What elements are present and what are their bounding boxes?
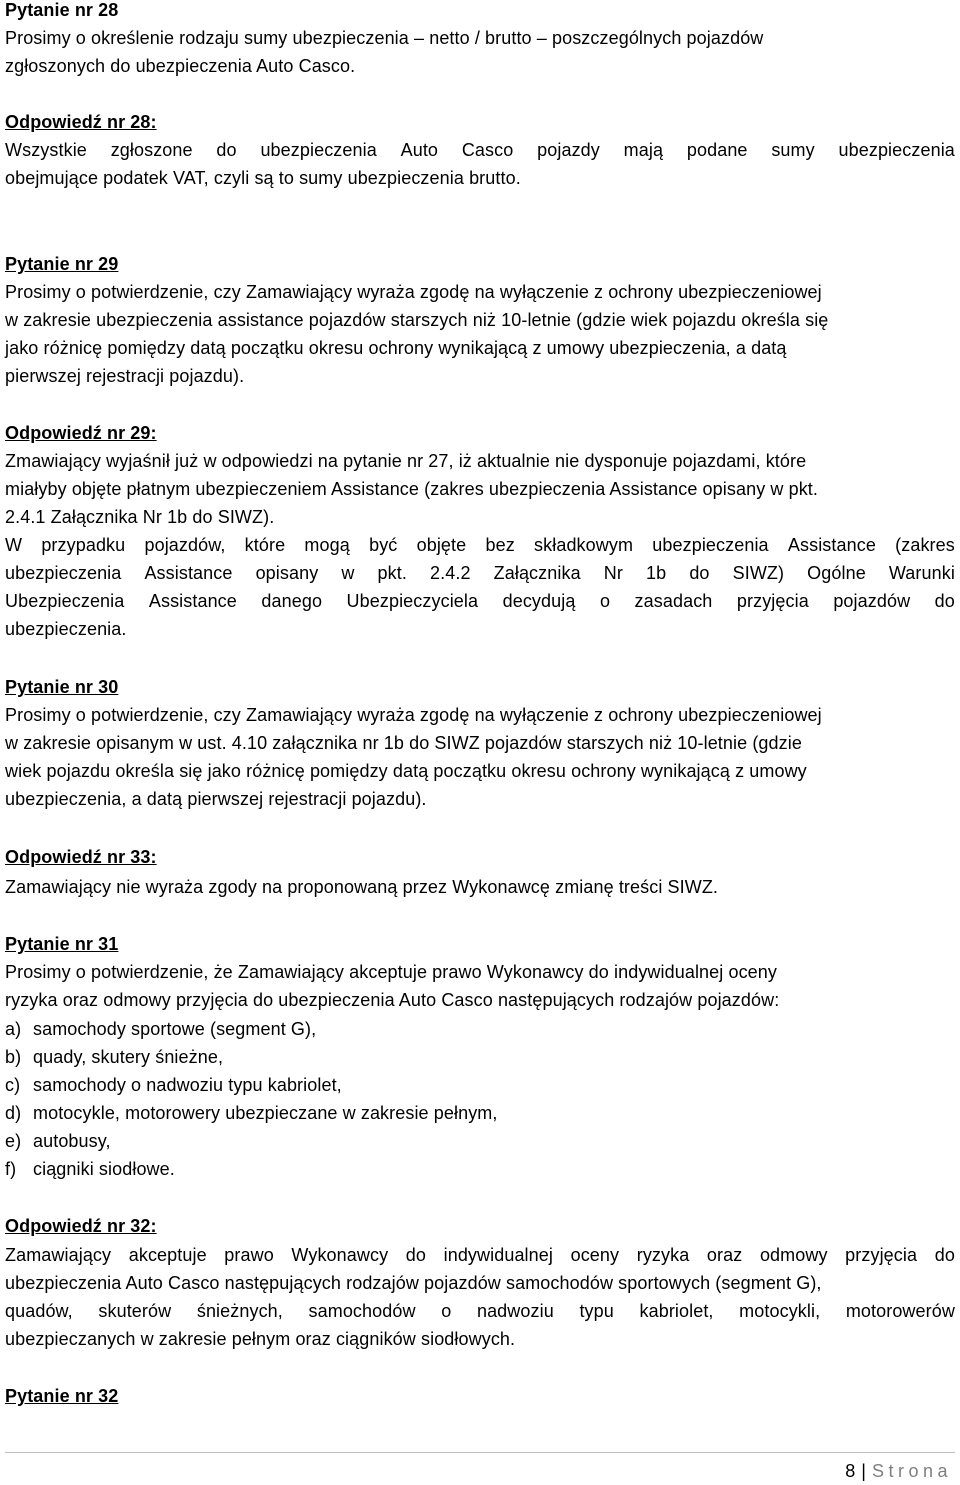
- answer-32-line-3: quadów, skuterów śnieżnych, samochodów o nadwoziu typu kabriolet, motocykli, motorowerów: [5, 1301, 955, 1321]
- list-text: samochody sportowe (segment G),: [33, 1019, 317, 1039]
- question-28-line-1: Prosimy o określenie rodzaju sumy ubezpieczenia – netto / brutto – poszczególnych pojazdów: [5, 28, 764, 48]
- answer-29-line-1: Zmawiający wyjaśnił już w odpowiedzi na pytanie nr 27, iż aktualnie nie dysponuje pojazdami, które: [5, 451, 807, 471]
- question-31-line-1: Prosimy o potwierdzenie, że Zamawiający akceptuje prawo Wykonawcy do indywidualnej oceny: [5, 962, 777, 982]
- question-30-line-1: Prosimy o potwierdzenie, czy Zamawiający wyraża zgodę na wyłączenie z ochrony ubezpieczeniowej: [5, 705, 822, 725]
- footer-separator: |: [861, 1461, 866, 1481]
- list-item: [5, 1071, 342, 1099]
- question-31-line-2: ryzyka oraz odmowy przyjęcia do ubezpieczenia Auto Casco następujących rodzajów pojazdów:: [5, 990, 780, 1010]
- answer-29-line-5: ubezpieczenia Assistance opisany w pkt. 2.4.2 Załącznika Nr 1b do SIWZ) Ogólne Warunki: [5, 563, 955, 583]
- list-marker: e): [5, 1131, 22, 1151]
- page-footer: [845, 1457, 952, 1485]
- question-29-line-2: w zakresie ubezpieczenia assistance pojazdów starszych niż 10-letnie (gdzie wiek pojazdu określa się: [5, 310, 829, 330]
- answer-29-line-7: ubezpieczenia.: [5, 619, 127, 639]
- list-marker: c): [5, 1075, 21, 1095]
- footer-divider: [5, 1452, 955, 1453]
- answer-32-title: Odpowiedź nr 32:: [5, 1216, 157, 1236]
- question-30-line-4: ubezpieczenia, a datą pierwszej rejestracji pojazdu).: [5, 789, 427, 809]
- list-item: [5, 1127, 111, 1155]
- list-text: ciągniki siodłowe.: [33, 1159, 175, 1179]
- answer-32-line-2: ubezpieczenia Auto Casco następujących rodzajów pojazdów samochodów sportowych (segment G),: [5, 1273, 822, 1293]
- question-29-line-3: jako różnicę pomiędzy datą początku okresu ochrony wynikającą z umowy ubezpieczenia, a datą: [5, 338, 787, 358]
- list-text: motocykle, motorowery ubezpieczane w zakresie pełnym,: [33, 1103, 498, 1123]
- list-marker: a): [5, 1019, 22, 1039]
- answer-29-line-2: miałyby objęte płatnym ubezpieczeniem Assistance (zakres ubezpieczenia Assistance opisany w pkt.: [5, 479, 819, 499]
- question-32-title: Pytanie nr 32: [5, 1386, 119, 1406]
- list-item: [5, 1043, 223, 1071]
- page-label: Strona: [871, 1461, 952, 1481]
- list-item: [5, 1015, 316, 1043]
- answer-29-title: Odpowiedź nr 29:: [5, 423, 157, 443]
- question-28-title: Pytanie nr 28: [5, 0, 119, 20]
- question-28-line-2: zgłoszonych do ubezpieczenia Auto Casco.: [5, 56, 356, 76]
- answer-33-title: Odpowiedź nr 33:: [5, 847, 157, 867]
- question-29-line-4: pierwszej rejestracji pojazdu).: [5, 366, 245, 386]
- list-text: samochody o nadwoziu typu kabriolet,: [33, 1075, 342, 1095]
- question-30-line-2: w zakresie opisanym w ust. 4.10 załącznika nr 1b do SIWZ pojazdów starszych niż 10-letnie (gdzie: [5, 733, 802, 753]
- list-item: [5, 1099, 498, 1127]
- answer-29-line-3: 2.4.1 Załącznika Nr 1b do SIWZ).: [5, 507, 275, 527]
- answer-32-line-4: ubezpieczanych w zakresie pełnym oraz ciągników siodłowych.: [5, 1329, 516, 1349]
- list-marker: b): [5, 1047, 22, 1067]
- list-marker: d): [5, 1103, 22, 1123]
- question-31-title: Pytanie nr 31: [5, 934, 119, 954]
- answer-29-line-4: W przypadku pojazdów, które mogą być objęte bez składkowym ubezpieczenia Assistance (zakres: [5, 535, 955, 555]
- answer-32-line-1: Zamawiający akceptuje prawo Wykonawcy do indywidualnej oceny ryzyka oraz odmowy przyjęcia do: [5, 1245, 955, 1265]
- answer-29-line-6: Ubezpieczenia Assistance danego Ubezpieczyciela decydują o zasadach przyjęcia pojazdów do: [5, 591, 955, 611]
- list-item: [5, 1155, 175, 1183]
- list-marker: f): [5, 1159, 17, 1179]
- question-29-line-1: Prosimy o potwierdzenie, czy Zamawiający wyraża zgodę na wyłączenie z ochrony ubezpieczeniowej: [5, 282, 822, 302]
- list-text: quady, skutery śnieżne,: [33, 1047, 224, 1067]
- question-29-title: Pytanie nr 29: [5, 254, 119, 274]
- answer-28-line-2: obejmujące podatek VAT, czyli są to sumy ubezpieczenia brutto.: [5, 168, 521, 188]
- answer-28-title: Odpowiedź nr 28:: [5, 112, 157, 132]
- question-30-line-3: wiek pojazdu określa się jako różnicę pomiędzy datą początku okresu ochrony wynikającą z umowy: [5, 761, 807, 781]
- answer-33-line-1: Zamawiający nie wyraża zgody na proponowaną przez Wykonawcę zmianę treści SIWZ.: [5, 877, 719, 897]
- answer-28-line-1: Wszystkie zgłoszone do ubezpieczenia Auto Casco pojazdy mają podane sumy ubezpieczenia: [5, 140, 955, 160]
- page-number: 8: [845, 1461, 856, 1481]
- question-30-title: Pytanie nr 30: [5, 677, 119, 697]
- list-text: autobusy,: [33, 1131, 111, 1151]
